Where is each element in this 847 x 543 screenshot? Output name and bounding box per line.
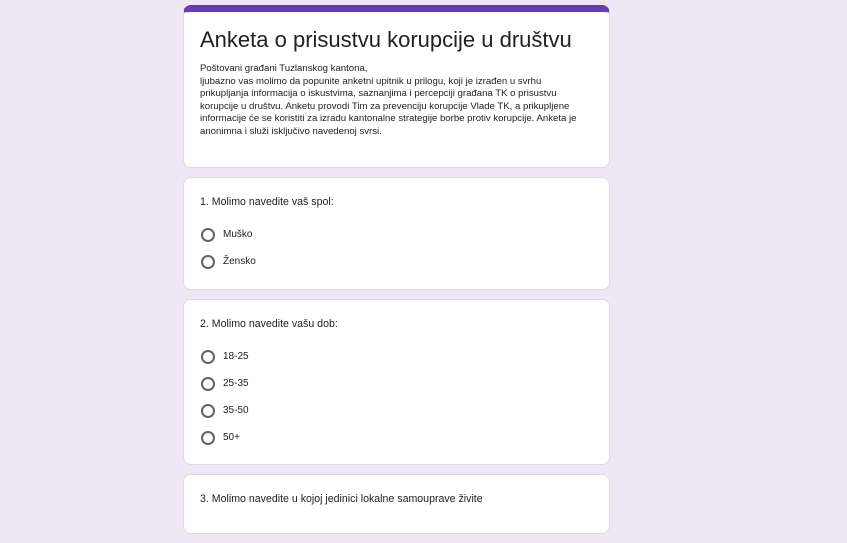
radio-option-18-25[interactable] xyxy=(200,343,593,370)
description-line: prikupljanja informacija o iskustvima, saznanjima i percepciji građana TK o prisustvu xyxy=(200,88,557,100)
description-line: ljubazno vas molimo da popunite anketni upitnik u prilogu, koji je izrađen u svrhu xyxy=(200,75,542,87)
radio-option-35-50[interactable] xyxy=(200,397,593,424)
radio-circle-icon[interactable] xyxy=(201,404,215,418)
question-card-age xyxy=(183,299,610,465)
description-line: informacije će se koristiti za izradu kantonalne strategije borbe protiv korupcije. Anketa je xyxy=(200,113,577,125)
radio-option-25-35[interactable] xyxy=(200,370,593,397)
description-line: anonimna i služi isključivo navedenoj svrsi. xyxy=(200,125,382,137)
radio-option-zensko[interactable] xyxy=(200,248,593,275)
option-label: Muško xyxy=(223,229,253,240)
option-label: 35-50 xyxy=(223,405,249,416)
form-container xyxy=(183,5,610,543)
question-title: 2. Molimo navedite vašu dob: xyxy=(200,318,338,330)
question-card-municipality xyxy=(183,474,610,534)
form-description xyxy=(200,63,593,139)
radio-circle-icon[interactable] xyxy=(201,350,215,364)
question-title: 1. Molimo navedite vaš spol: xyxy=(200,196,334,208)
description-line: korupcije u društvu. Anketu provodi Tim za prevenciju korupcije Vlade TK, a prikupljene xyxy=(200,100,570,112)
form-header-card xyxy=(183,5,610,168)
option-label: 25-35 xyxy=(223,378,249,389)
radio-option-50-plus[interactable] xyxy=(200,424,593,451)
radio-circle-icon[interactable] xyxy=(201,431,215,445)
radio-circle-icon[interactable] xyxy=(201,255,215,269)
form-title: Anketa o prisustvu korupcije u društvu xyxy=(200,27,572,52)
question-title: 3. Molimo navedite u kojoj jedinici lokalne samouprave živite xyxy=(200,493,483,505)
description-line: Poštovani građani Tuzlanskog kantona, xyxy=(200,63,368,74)
question-card-gender xyxy=(183,177,610,290)
radio-circle-icon[interactable] xyxy=(201,377,215,391)
option-label: Žensko xyxy=(223,256,256,267)
radio-circle-icon[interactable] xyxy=(201,228,215,242)
radio-option-musko[interactable] xyxy=(200,221,593,248)
option-label: 50+ xyxy=(223,432,240,443)
option-label: 18-25 xyxy=(223,351,249,362)
